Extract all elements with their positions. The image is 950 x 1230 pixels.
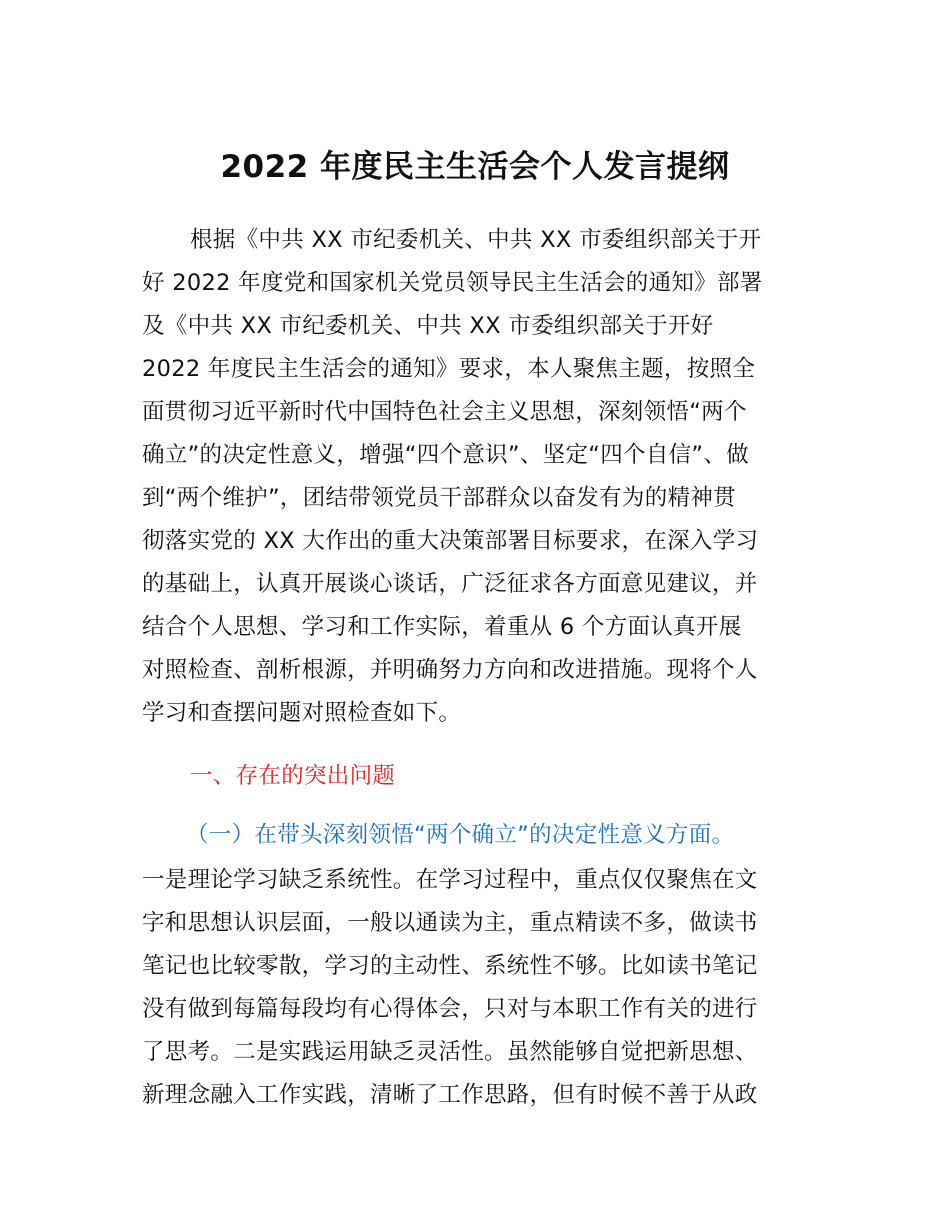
subsection-heading: （一）在带头深刻领悟“两个确立”的决定性意义方面。 xyxy=(186,822,735,848)
body-line: 字和思想认识层面，一般以通读为主，重点精读不多，做读书 xyxy=(142,910,758,936)
intro-line: 确立”的决定性意义，增强“四个意识”、坚定“四个自信”、做 xyxy=(142,442,749,468)
intro-line: 学习和查摆问题对照检查如下。 xyxy=(142,700,462,726)
intro-line: 2022 年度民主生活会的通知》要求，本人聚焦主题，按照全 xyxy=(142,356,756,382)
intro-line: 到“两个维护”，团结带领党员干部群众以奋发有为的精神贯 xyxy=(142,485,736,511)
body-line: 了思考。二是实践运用缺乏灵活性。虽然能够自觉把新思想、 xyxy=(142,1039,758,1065)
intro-line: 及《中共 XX 市纪委机关、中共 XX 市委组织部关于开好 xyxy=(142,313,714,339)
body-line: 一是理论学习缺乏系统性。在学习过程中，重点仅仅聚焦在文 xyxy=(142,867,758,893)
intro-line: 彻落实党的 XX 大作出的重大决策部署目标要求，在深入学习 xyxy=(142,528,759,554)
body-line: 没有做到每篇每段均有心得体会，只对与本职工作有关的进行 xyxy=(142,996,758,1022)
intro-line: 对照检查、剖析根源，并明确努力方向和改进措施。现将个人 xyxy=(142,657,758,683)
body-line: 笔记也比较零散，学习的主动性、系统性不够。比如读书笔记 xyxy=(142,953,758,979)
document-title: 2022 年度民主生活会个人发言提纲 xyxy=(220,149,730,185)
section-heading: 一、存在的突出问题 xyxy=(190,763,396,789)
body-line: 新理念融入工作实践，清晰了工作思路，但有时候不善于从政 xyxy=(142,1082,758,1108)
intro-line: 结合个人思想、学习和工作实际，着重从 6 个方面认真开展 xyxy=(142,614,742,640)
intro-line: 面贯彻习近平新时代中国特色社会主义思想，深刻领悟“两个 xyxy=(142,399,747,425)
intro-line: 好 2022 年度党和国家机关党员领导民主生活会的通知》部署 xyxy=(142,270,763,296)
intro-line: 的基础上，认真开展谈心谈话，广泛征求各方面意见建议，并 xyxy=(142,571,758,597)
intro-line: 根据《中共 XX 市纪委机关、中共 XX 市委组织部关于开 xyxy=(190,227,762,253)
